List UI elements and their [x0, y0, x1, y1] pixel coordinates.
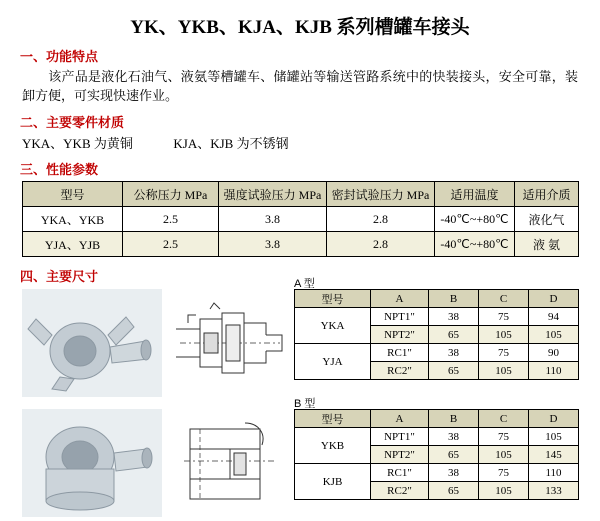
figure-row-a	[0, 278, 600, 401]
table-row	[23, 232, 579, 257]
perf-col-5: 适用介质	[515, 182, 579, 207]
dim-a-col-2: B	[429, 290, 479, 308]
dim-b-col-4: D	[529, 410, 579, 428]
section-heading-performance: 三、性能参数	[20, 162, 99, 177]
dim-a-r0-c3: 75	[479, 308, 529, 326]
dim-b-r1-c1: NPT2"	[371, 446, 429, 464]
dim-a-r1-c2: 65	[429, 326, 479, 344]
dim-a-r2-model: YJA	[295, 344, 371, 380]
features-paragraph	[22, 67, 578, 105]
dim-b-r3-c4: 133	[529, 482, 579, 500]
dim-b-r0-c1: NPT1"	[371, 428, 429, 446]
perf-r1-c2: 3.8	[219, 232, 327, 257]
dim-b-r0-c2: 38	[429, 428, 479, 446]
materials-line	[22, 133, 600, 152]
dim-a-r0-c2: 38	[429, 308, 479, 326]
dim-b-r0-model: YKB	[295, 428, 371, 464]
dim-a-col-4: D	[529, 290, 579, 308]
dim-b-r2-c1: RC1"	[371, 464, 429, 482]
dim-a-col-1: A	[371, 290, 429, 308]
table-header-row	[295, 410, 579, 428]
table-row	[295, 308, 579, 326]
dim-a-r2-c2: 38	[429, 344, 479, 362]
technical-drawing-a	[170, 289, 290, 397]
dim-b-r0-c4: 105	[529, 428, 579, 446]
dim-a-r1-c4: 105	[529, 326, 579, 344]
dim-a-r0-model: YKA	[295, 308, 371, 344]
dim-a-r1-c1: NPT2"	[371, 326, 429, 344]
dim-a-r0-c1: NPT1"	[371, 308, 429, 326]
dim-b-r1-c2: 65	[429, 446, 479, 464]
perf-r0-c3: 2.8	[327, 207, 435, 232]
perf-r0-c4: -40℃~+80℃	[435, 207, 515, 232]
section-heading-dimensions: 四、主要尺寸	[20, 269, 99, 284]
dim-a-col-3: C	[479, 290, 529, 308]
table-header-row	[295, 290, 579, 308]
dim-a-r0-c4: 94	[529, 308, 579, 326]
dim-b-col-3: C	[479, 410, 529, 428]
perf-col-4: 适用温度	[435, 182, 515, 207]
figures-area	[0, 278, 600, 521]
perf-col-2: 强度试验压力 MPa	[219, 182, 327, 207]
dim-a-col-0: 型号	[295, 290, 371, 308]
dim-b-col-0: 型号	[295, 410, 371, 428]
dim-b-col-2: B	[429, 410, 479, 428]
dim-a-r2-c3: 75	[479, 344, 529, 362]
table-header-row	[23, 182, 579, 207]
performance-table	[22, 181, 579, 257]
table-row	[295, 428, 579, 446]
dim-b-r1-c4: 145	[529, 446, 579, 464]
figure-label-a: A 型	[294, 278, 315, 290]
perf-col-1: 公称压力 MPa	[123, 182, 219, 207]
dim-a-r3-c2: 65	[429, 362, 479, 380]
dimension-table-b	[294, 409, 579, 500]
perf-r0-c2: 3.8	[219, 207, 327, 232]
dimension-table-a	[294, 289, 579, 380]
perf-r0-c0: YKA、YKB	[23, 207, 123, 232]
dim-b-col-1: A	[371, 410, 429, 428]
section-heading-materials: 二、主要零件材质	[20, 115, 125, 130]
dim-b-r3-c3: 105	[479, 482, 529, 500]
perf-col-3: 密封试验压力 MPa	[327, 182, 435, 207]
figure-label-b: B 型	[294, 398, 316, 410]
perf-r1-c4: -40℃~+80℃	[435, 232, 515, 257]
section-heading-features: 一、功能特点	[20, 49, 99, 64]
dim-a-r3-c4: 110	[529, 362, 579, 380]
dim-b-r2-c4: 110	[529, 464, 579, 482]
perf-r1-c0: YJA、YJB	[23, 232, 123, 257]
table-row	[295, 464, 579, 482]
perf-col-0: 型号	[23, 182, 123, 207]
materials-right: KJA、KJB 为不锈钢	[173, 136, 289, 151]
technical-drawing-b	[170, 409, 290, 517]
dim-b-r1-c3: 105	[479, 446, 529, 464]
perf-r0-c5: 液化气	[515, 207, 579, 232]
dim-b-r3-c2: 65	[429, 482, 479, 500]
perf-r1-c3: 2.8	[327, 232, 435, 257]
dim-b-r2-c3: 75	[479, 464, 529, 482]
table-row	[23, 207, 579, 232]
dim-a-r3-c3: 105	[479, 362, 529, 380]
perf-r1-c5: 液 氨	[515, 232, 579, 257]
dim-b-r3-c1: RC2"	[371, 482, 429, 500]
dim-b-r2-model: KJB	[295, 464, 371, 500]
dim-b-r0-c3: 75	[479, 428, 529, 446]
dim-a-r2-c1: RC1"	[371, 344, 429, 362]
dim-a-r1-c3: 105	[479, 326, 529, 344]
dim-a-r3-c1: RC2"	[371, 362, 429, 380]
table-row	[295, 344, 579, 362]
figure-row-b	[0, 398, 600, 521]
materials-left: YKA、YKB 为黄铜	[22, 136, 133, 151]
perf-r1-c1: 2.5	[123, 232, 219, 257]
page-title: YK、YKB、KJA、KJB 系列槽罐车接头	[130, 17, 470, 38]
product-photo-a	[22, 289, 162, 397]
dim-b-r2-c2: 38	[429, 464, 479, 482]
dim-a-r2-c4: 90	[529, 344, 579, 362]
features-text: 该产品是液化石油气、液氨等槽罐车、储罐站等输送管路系统中的快装接头，安全可靠，装卸方便，可实现快速作业。	[22, 69, 578, 103]
perf-r0-c1: 2.5	[123, 207, 219, 232]
product-photo-b	[22, 409, 162, 517]
